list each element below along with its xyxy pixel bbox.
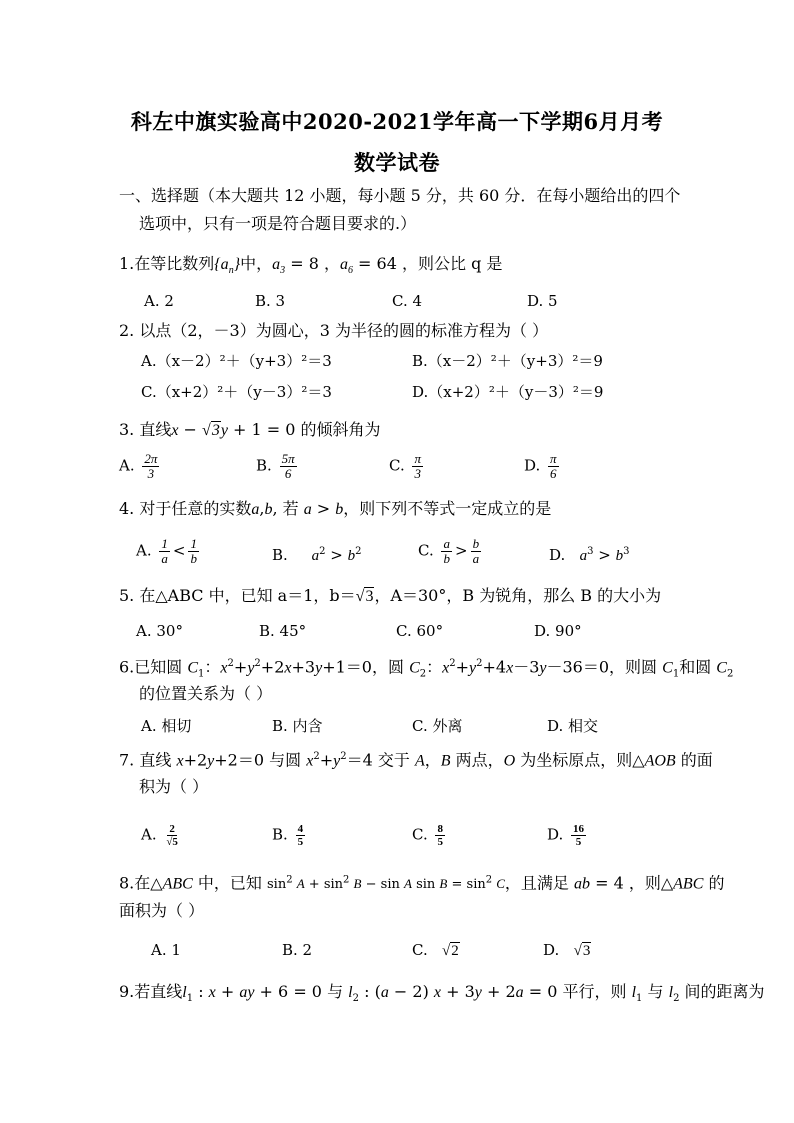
question-7: 7. 直线 x+2y+2＝0 与圆 $x^2+y^2=4$ 交于 A，B 两点，O 为坐标原点，则△AOB 的面 (119, 750, 713, 770)
q3-option-a: A. $\frac{2\pi}{3}$ (119, 451, 158, 481)
question-5: 5. 在△ABC 中，已知 a＝1，b＝√3，A＝30°，B 为锐角，那么 B 的大小为 (119, 586, 662, 605)
q7-option-a: A. $\frac{2}{√5}$ (141, 823, 178, 848)
question-6: 6.已知圆 $C_1$：$x^2+y^2+2x+3y+1=0$，圆 $C_2$：$x^2+y^2+4x-3y-36=0$，则圆 $C_1$和圆 $C_2$ (119, 657, 734, 680)
q4-option-b: B. $a^2 > b^2$ (272, 546, 362, 564)
q5-option-a: A. 30° (136, 622, 183, 640)
question-9: 9.若直线$l_1$ : x + ay + 6 = 0 与 $l_2$ : (a − 2) x + 3y + 2a = 0 平行，则 $l_1$ 与 $l_2$ 间的距离为 (119, 982, 765, 1005)
q2-option-a: A.（x－2）²＋（y+3）²＝3 (141, 352, 332, 370)
q6-option-d: D. 相交 (547, 717, 599, 735)
q6-option-c: C. 外离 (412, 717, 463, 735)
q6-option-b: B. 内含 (272, 717, 323, 735)
q8-option-b: B. 2 (282, 941, 313, 959)
q4-option-c: C. $\frac{a}{b}$ > $\frac{b}{a}$ (418, 536, 480, 566)
q5-option-c: C. 60° (396, 622, 444, 640)
q2-option-b: B.（x－2）²＋（y+3）²＝9 (412, 352, 603, 370)
section-heading-line2: 选项中，只有一项是符合题目要求的.） (139, 214, 417, 233)
q5-option-d: D. 90° (534, 622, 582, 640)
exam-title: 科左中旗实验高中2020-2021学年高一下学期6月月考 (130, 109, 664, 134)
question-4: 4. 对于任意的实数a,b, 若 a > b，则下列不等式一定成立的是 (119, 499, 552, 518)
q3-option-c: C. $\frac{\pi}{3}$ (389, 451, 421, 481)
exam-subtitle: 数学试卷 (354, 150, 440, 175)
question-1: 1.在等比数列$\{a_n\}$中，$a_3 = 8$ ，$a_6 = 64$ ，则公比 q 是 (119, 254, 503, 277)
q7-option-b: B. $\frac{4}{5}$ (272, 823, 304, 848)
q2-option-c: C.（x+2）²＋（y－3）²＝3 (141, 383, 332, 401)
q4-option-a: A. $\frac{1}{a}$ < $\frac{1}{b}$ (136, 536, 197, 566)
q4-option-d: D. $a^3 > b^3$ (549, 546, 630, 564)
question-2: 2. 以点（2，－3）为圆心，3 为半径的圆的标准方程为（ ） (119, 321, 549, 340)
q2-option-d: D.（x+2）²＋（y－3）²＝9 (412, 383, 604, 401)
q8-option-a: A. 1 (151, 941, 181, 959)
q1-option-d: D. 5 (527, 292, 558, 310)
q8-option-d: D. √3 (543, 941, 591, 959)
q7-option-c: C. $\frac{8}{5}$ (412, 823, 443, 848)
q1-option-c: C. 4 (392, 292, 423, 310)
question-3: 3. 直线x − √3y + 1 = 0 的倾斜角为 (119, 420, 381, 439)
question-6-line2: 的位置关系为（ ） (139, 684, 273, 703)
q1-option-a: A. 2 (144, 292, 174, 310)
q3-option-d: D. $\frac{\pi}{6}$ (524, 451, 557, 481)
q7-option-d: D. $\frac{16}{5}$ (547, 823, 585, 848)
question-7-line2: 积为（ ） (139, 777, 209, 796)
q6-option-a: A. 相切 (141, 717, 192, 735)
q1-option-b: B. 3 (255, 292, 286, 310)
q5-option-b: B. 45° (259, 622, 307, 640)
question-8-line2: 面积为（ ） (119, 901, 205, 920)
question-8: 8.在△ABC 中，已知 $\sin^2 A + \sin^2 B - \sin A$ $\sin B = \sin^2 C$，且满足 ab = 4 ，则△ABC 的 (119, 873, 725, 893)
section-heading-line1: 一、选择题（本大题共 12 小题，每小题 5 分，共 60 分．在每小题给出的四个 (119, 186, 681, 205)
q8-option-c: C. √2 (412, 941, 459, 959)
q3-option-b: B. $\frac{5\pi}{6}$ (256, 451, 295, 481)
